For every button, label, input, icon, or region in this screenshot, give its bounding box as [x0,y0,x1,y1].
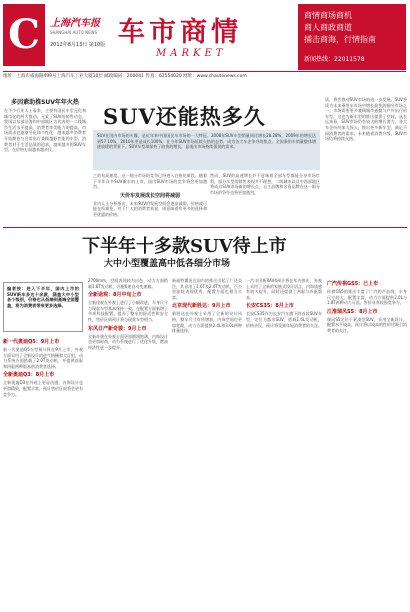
article-body: 质，将会推动SUV市场的进一步发展，SUV将成为未来乘用车市场中增长最快的细分市场之一。市场需要更多兼顾城市通勤与户外出行的车型，这也为新车型的推出提供了空间。从长远来看，SUV市场仍有较大的增长潜力，各大车企纷纷加大投入，推出更多新车型，满足不同消费者的需求。未来随着消费升级，SUV市场仍将持续火热。 [325,97,407,142]
slogan-line: 捕击商海，行情指南 [304,35,376,44]
article-heading: 多因素助推SUV年年火热 [11,99,79,106]
section-badge [3,4,45,66]
column-text: 全新奥迪Q3在外观上更显动感，内饰设计也更加精致，配置丰富，预计售价区间将会更有竞争力。 [3,380,83,397]
model-heading: 北京现代新胜达：9月上市 [172,303,231,310]
section-divider [3,227,407,228]
model-heading: 长安CS35：8月上市 [246,303,294,310]
article-body: 然而，SUV的高速增长并不意味着全部车型都能分享市场红利，部分车型的销售表现并不理想。二线城市以及中西部地区将成为SUV市场新的增长点，自主品牌和合资品牌在这一细分市场的争夺也将更加激烈。 [210,173,320,195]
article-top-right [210,173,320,195]
column-text: 瑞风S5定位于紧凑型SUV，采用全新设计，配置水平较高，预计将以较高的性价比吸引消费者的关注。 [327,316,407,333]
news-hotline: 新闻热线：22011578 [304,56,365,63]
column-text: 全新途观在外观上进行了小幅改进，车身尺寸与现款车型基本保持一致，在配置方面新增了多项科技配置，提升了整车的舒适性和安全性，售价区间预计将与现款车型相当。 [88,300,168,322]
article-left-top [4,97,86,234]
column-text: 全新奇骏在外观方面更加圆润饱满，内饰设计也更加时尚，动力系统进行了优化升级，燃油经济性进一步提升。 [88,333,168,350]
slogan-line: 商人商政商道 [304,23,352,32]
model-heading: 全新奥迪Q3：8月上市 [3,372,55,379]
column-text: 新一代奥迪Q5车型预计将在9月上市，外观方面采用了全新设计的进气格栅和大灯组，动力系统方面搭载了2.0T发动机，并提供前驱和四驱两种版本供消费者选择。 [3,347,83,369]
issue-line: 2012年8月13日 第10版 [50,42,106,48]
brand-name-cn: 上海汽车报 [50,18,100,29]
column-5 [327,278,407,334]
article-body: 在不少行业人士看来，主要有国民车型元化和城市化的两大推动。元素了SUV的销售动态。我国以东部沿海和中部地区为代表的一二线城市生活水平提高，消费者审美能力的提高，市场需求也逐渐分化和个性化，越来越多消费者开始期待与日常出行兼顾越野性能的车型。消费者对于生活品质的追求，越来越多的SUV车型，在价格方面越来越亲民。 [4,108,86,153]
slogan-box [298,4,406,70]
section-title-en: MARKET [156,48,227,59]
section-title-cn: 车市商情 [118,17,242,48]
column-4 [246,278,322,328]
column-1 [3,336,83,397]
brand-name-en: SHANGHAI AUTO NEWS [50,30,98,35]
article-body: 之的布局速度。这一细分市场的竞争已经进入白热化阶段。随着下半年众多SUV新车的上市，国内SUV市场的竞争将会更加激烈。 [93,173,207,190]
model-heading: 广汽传祺GS5：已上市 [327,281,379,287]
column-text: 传祺GS5的推出丰富了广汽的产品线，车身尺寸较大，配置丰富，动力方面提供2.0L与1.8T两种动力可选，售价具有较强竞争力。 [327,289,407,306]
model-heading: 新一代奥迪Q5：9月上市 [3,339,60,345]
slogan-line: 商情商场商机 [304,11,352,20]
column-text: 长安CS35作为长安汽车旗下的首款SUV车型，定位为都市SUV，搭载1.6L发动机，价格亲民，预计将受到年轻消费者的关注。 [246,311,322,328]
editor-note [3,282,83,332]
brand-logo [50,14,112,44]
main-headline: SUV还能热多久 [103,104,266,129]
model-heading: 全新途观：8月中旬上市 [88,292,142,299]
model-heading: 东风日产新奇骏：9月上市 [88,325,147,332]
masthead [0,0,410,78]
column-text: 新福特翼虎在国内的推出引起了广泛关注，其采用了1.6T及2.0T发动机，百公里油耗表现优秀，配置方面也相当丰富。 [172,278,242,300]
address-line: 地址：上海市威海路499号上海汽车工业大厦10层 邮政编码：200041 传真：62554020 网址：www.shautonews.com [3,71,406,79]
article-top-mid [93,173,207,218]
article-subhead: 天价车发展成长空间将减弱 [119,192,180,199]
second-subhead: 大中小型覆盖高中低各细分市场 [104,259,231,269]
model-heading: 江淮瑞风S5：8月上市 [327,308,378,315]
column-3 [172,278,242,334]
column-text: 2700mm，空间表现较为出色，动力方面搭载1.8T发动机，匹配6速自动变速箱。 [88,278,168,289]
second-headline: 下半年十多款SUV待上市 [82,236,287,257]
column-text: 一汽丰田新RAV4预计将在年内推出，外观上采用了全新的家族式设计语言，内饰质感有较大提升，同时还提供了两驱与四驱版本。 [246,278,322,300]
article-right-column [325,97,407,222]
summary-text: SUV在国内市场的火爆，是近年来中国国民车市场的一大特征。2008年SUV车型销量同比增长28.28%，2009年的增长达到57.10%，2010年更是成长100%，在今年SUV市场延续火热的态势，成为各大车企争夺的焦点。全国乘用车销量整体增速放缓的背景下，SUV车型却保持了较快的增长，显现出市场持续强劲的需求。 [97,133,316,150]
column-text: 新胜达在外观上采用了全新的设计风格，整车尺寸有所增加，内饰空间也更加宽敞，动力方面提供2.4L和3.0L两种排量选择。 [172,311,242,334]
section-letter: C [8,11,40,58]
editor-note-text: 编者按：进入下半年，国内上市的SUV新车多达十余款，涵盖大中小型各个级别，价格也从低端到高端全面覆盖，将为消费者带来更多选择。 [7,286,79,308]
article-body: 业内人士分析指出，未来SUV的发展空间会逐步减弱，价格战可能在所难免。对于广大的消费者来说，则意味着有更多的选择和更优惠的价格。 [93,200,207,217]
summary-box [93,130,320,170]
column-2 [88,278,168,350]
